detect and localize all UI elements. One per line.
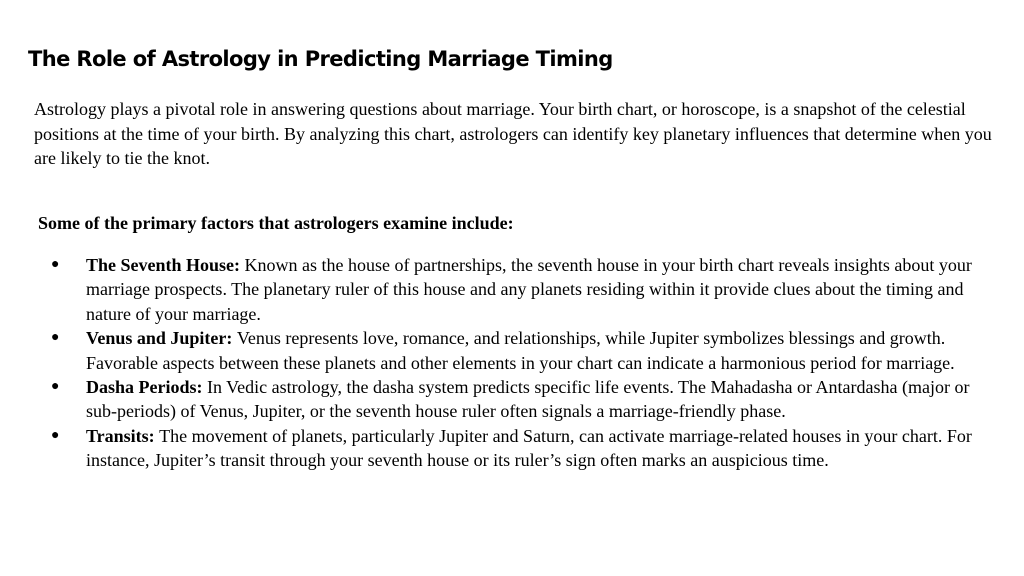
bullet-icon: ● xyxy=(51,379,60,395)
factor-text: Known as the house of partnerships, the seventh house in your birth chart reveals insights about your marriage prospects. The planetary ruler of this house and any planets residing within it provide clues about the timing and nature of your marriage. xyxy=(86,255,972,324)
factor-text: In Vedic astrology, the dasha system predicts specific life events. The Mahadasha or Antardasha (major or sub-periods) of Venus, Jupiter, or the seventh house ruler often signals a marriage-friendly phase. xyxy=(86,377,970,422)
intro-paragraph: Astrology plays a pivotal role in answering questions about marriage. Your birth chart, or horoscope, is a snapshot of the celestial positions at the time of your birth. By analyzing this chart, astrologers can identify key planetary influences that determine when you are likely to tie the knot. xyxy=(34,99,992,168)
bullet-icon: ● xyxy=(51,427,60,443)
factor-term: Dasha Periods: xyxy=(86,377,207,398)
factor-term: Transits: xyxy=(86,425,160,446)
factor-text: The movement of planets, particularly Jupiter and Saturn, can activate marriage-related houses in your chart. For instance, Jupiter’s transit through your seventh house or its ruler’s sign often marks an auspicious time. xyxy=(86,425,972,471)
factors-subheading: Some of the primary factors that astrologers examine include: xyxy=(38,213,514,233)
bullet-icon: ● xyxy=(51,330,60,346)
factor-term: Venus and Jupiter: xyxy=(86,328,237,349)
factor-term: The Seventh House: xyxy=(86,255,245,275)
bullet-icon: ● xyxy=(51,257,60,272)
factor-list xyxy=(0,253,998,473)
page-title: The Role of Astrology in Predicting Marriage Timing xyxy=(28,47,613,71)
list-item-venus-jupiter xyxy=(0,326,998,375)
list-item-dasha-periods xyxy=(0,375,998,424)
factor-text: Venus represents love, romance, and relationships, while Jupiter symbolizes blessings and growth. Favorable aspects between these planets and other elements in your chart can indicate a harmonious period for marriage. xyxy=(86,328,955,373)
list-item-transits xyxy=(0,424,998,473)
list-item-seventh-house xyxy=(0,253,998,326)
